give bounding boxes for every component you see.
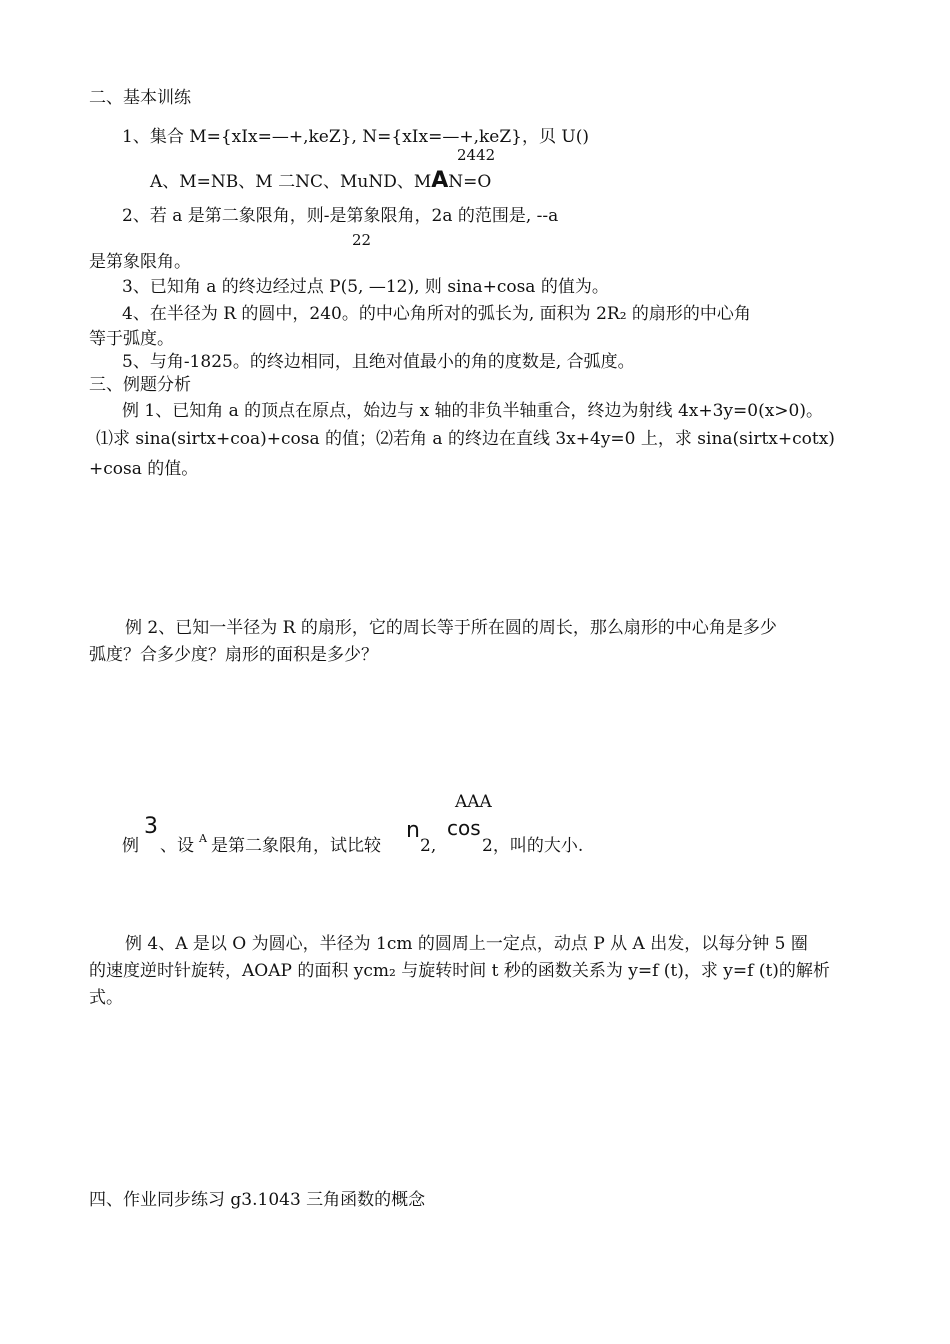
example-3-set: 、设 (160, 836, 194, 856)
example-3-text: 是第二象限角，试比较 (211, 836, 381, 856)
question-4: 4、在半径为 R 的圆中，240。的中心角所对的弧长为, 面积为 2R₂ 的扇形的中心角 (122, 304, 751, 324)
example-1-line-1: 例 1、已知角 a 的顶点在原点，始边与 x 轴的非负半轴重合，终边为射线 4x+3y=0(x>0)。 (122, 401, 823, 421)
question-1-denominators: 2442 (457, 146, 496, 164)
example-4-line-3: 式。 (89, 988, 123, 1008)
question-1-options-b: N=O (448, 172, 492, 192)
question-1: 1、集合 M={xIx=—+,keZ}, N={xIx=—+,keZ}，贝 U() (122, 127, 589, 147)
example-1-line-2: ⑴求 sina(sirtx+coa)+cosa 的值；⑵若角 a 的终边在直线 3x+4y=0 上，求 sina(sirtx+cotx) (96, 429, 835, 449)
example-3-numerators: AAA (455, 792, 492, 812)
example-3-denominator-2: 2，叫的大小. (482, 836, 584, 856)
question-2-denominators: 22 (352, 231, 372, 249)
example-3-label: 例 (122, 836, 139, 856)
example-3-cos: cos (447, 816, 481, 840)
question-1-options-big-letter: A (431, 168, 449, 193)
question-1-options-a: A、M=NB、M 二NC、MuND、M (150, 172, 432, 192)
example-3-number: 3 (144, 814, 158, 839)
section-heading-example-analysis: 三、例题分析 (89, 375, 191, 395)
example-4-line-2: 的速度逆时针旋转，AOAP 的面积 ycm₂ 与旋转时间 t 秒的函数关系为 y=f (t)，求 y=f (t)的解析 (89, 961, 830, 981)
example-4-line-1: 例 4、A 是以 O 为圆心，半径为 1cm 的圆周上一定点，动点 P 从 A 出发，以每分钟 5 圈 (125, 934, 808, 954)
question-3: 3、已知角 a 的终边经过点 P(5, —12), 则 sina+cosa 的值为。 (122, 277, 609, 297)
question-1-options (150, 168, 491, 194)
section-heading-basic-training: 二、基本训练 (89, 88, 191, 108)
section-heading-homework: 四、作业同步练习 g3.1043 三角函数的概念 (89, 1190, 426, 1210)
question-2-continuation: 是第象限角。 (89, 252, 191, 272)
example-2-line-2: 弧度？合多少度？扇形的面积是多少？ (89, 645, 378, 665)
question-2: 2、若 a 是第二象限角，则-是第象限角，2a 的范围是, --a (122, 206, 559, 226)
example-2-line-1: 例 2、已知一半径为 R 的扇形，它的周长等于所在圆的周长，那么扇形的中心角是多少 (125, 618, 777, 638)
example-3-sin-fragment: n (406, 818, 420, 843)
example-3-denominator-1: 2, (420, 836, 437, 856)
example-3-sup-a: A (199, 832, 207, 845)
question-5: 5、与角-1825。的终边相同，且绝对值最小的角的度数是, 合弧度。 (122, 352, 635, 372)
question-4-continuation: 等于弧度。 (89, 329, 174, 349)
example-1-line-3: +cosa 的值。 (89, 459, 199, 479)
